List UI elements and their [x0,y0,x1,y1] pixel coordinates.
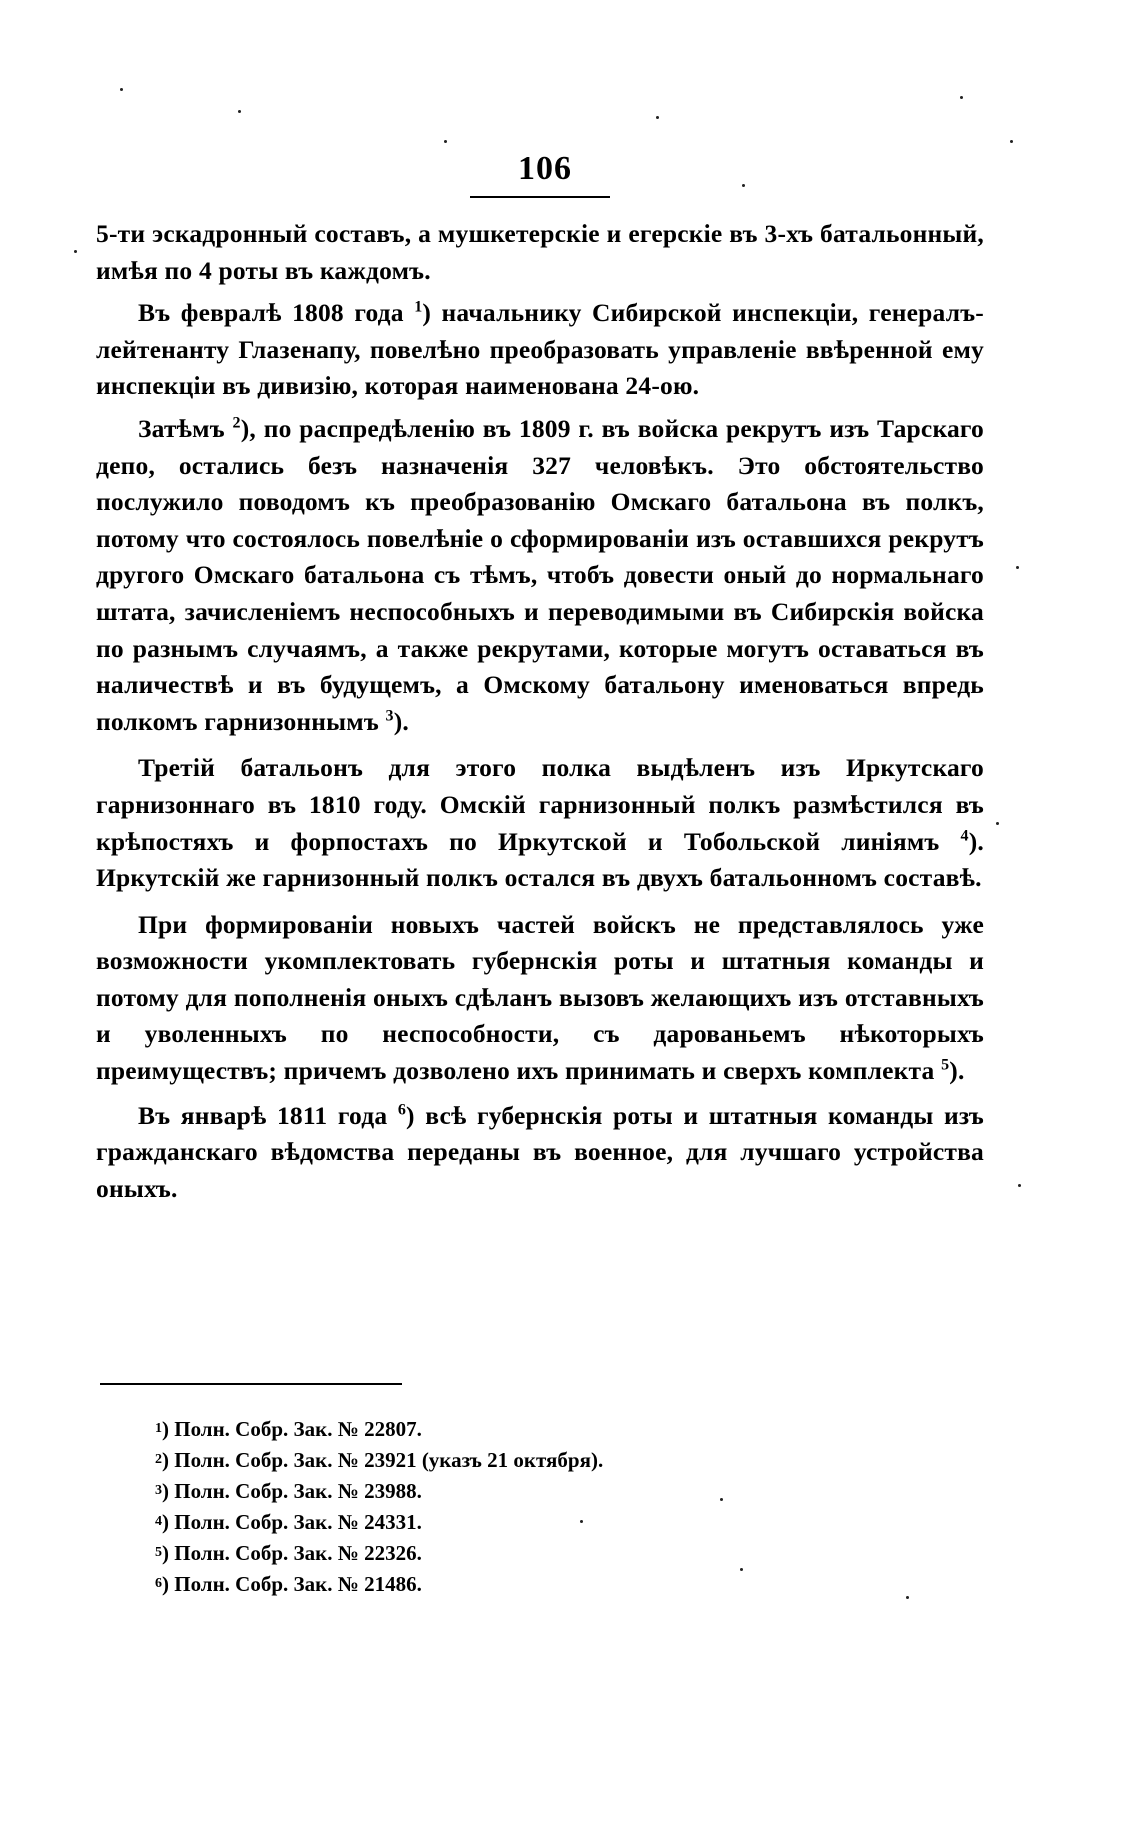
scan-speck [444,140,447,143]
scan-speck [74,250,77,253]
scan-speck [742,184,745,187]
footnotes [155,1414,855,1600]
scan-speck [720,1498,723,1501]
scan-speck [656,116,659,119]
paragraph-1: 5-ти эскадронный составъ, а мушкетерскіе и егерскіе въ 3-хъ батальонный, имѣя по 4 роты въ каждомъ. [96,219,984,285]
scan-speck [1018,1184,1021,1187]
footnote-ref: 3 [385,707,394,725]
scan-speck [1010,140,1013,143]
paragraph-6: Въ январѣ 1811 года $^6$) всѣ губернскія роты и штатныя команды изъ гражданскаго вѣдомства переданы въ военное, для лучшаго устройства оныхъ. [96,1100,984,1203]
scan-speck [960,96,963,99]
footnote-ref: 6 [397,1101,407,1119]
paragraph-4: Третій батальонъ для этого полка выдѣленъ изъ Иркутскаго гарнизоннаго въ 1810 году. Омскій гарнизонный полкъ размѣстился въ крѣпостяхъ и форпостахъ по Иркутской и Тобольской линіямъ $^4$). Иркутскій же гарнизонный полкъ остался въ двухъ батальонномъ составѣ. [96,753,984,893]
footnote-item: $^6$) Полн. Собр. Зак. № 21486. [155,1572,422,1596]
footnote-ref: 2 [232,414,241,432]
footnote-item: $^4$) Полн. Собр. Зак. № 24331. [155,1510,422,1534]
paragraph-2: Въ февралѣ 1808 года $^1$) начальнику Сибирской инспекціи, генералъ-лейтенанту Глазенапу, повелѣно преобразовать управленіе ввѣренной ему инспекціи въ дивизію, которая наименована 24-ою. [96,298,984,401]
scan-speck [120,88,123,91]
paragraph-3: Затѣмъ $^2$), по распредѣленію въ 1809 г. въ войска рекрутъ изъ Тарскаго депо, остались безъ назначенія 327 человѣкъ. Это обстоятельство послужило поводомъ къ преобразованію Омскаго батальона въ полкъ, потому что состоялось повелѣніе о сформированіи изъ оставшихся рекрутъ другого Омскаго батальона съ тѣмъ, чтобъ довести оный до нормальнаго штата, зачисленіемъ неспособныхъ и переводимыми въ Сибирскія войска по разнымъ случаямъ, а также рекрутами, которые могутъ оставаться въ наличествѣ и въ будущемъ, а Омскому батальону именоваться впредь полкомъ гарнизоннымъ $^3$). [96,413,984,736]
paragraph-5: При формированіи новыхъ частей войскъ не представлялось уже возможности укомплектовать губернскія роты и штатныя команды и потому для пополненія оныхъ сдѣланъ вызовъ желающихъ изъ отставныхъ и уволенныхъ по неспособности, съ дарованьемъ нѣкоторыхъ преимуществъ; причемъ дозволено ихъ принимать и сверхъ комплекта $^5$). [96,909,984,1086]
footnote-ref: 5 [941,1056,950,1074]
footnote-item: $^3$) Полн. Собр. Зак. № 23988. [155,1479,422,1503]
scan-speck [580,1520,583,1523]
body-text [96,216,984,1207]
scan-speck [740,1568,743,1571]
footnote-item: $^1$) Полн. Собр. Зак. № 22807. [155,1417,422,1441]
scan-speck [996,822,999,825]
footnote-item: $^2$) Полн. Собр. Зак. № 23921 (указъ 21 октября). [155,1448,604,1472]
page-number-rule [470,196,610,198]
scan-speck [1016,566,1019,569]
footnote-ref: 4 [960,827,969,844]
scan-speck [906,1596,909,1599]
footnote-ref: 1 [414,298,423,316]
footnote-item: $^5$) Полн. Собр. Зак. № 22326. [155,1541,422,1565]
scan-speck [238,110,241,113]
page-number: 106 [518,150,572,187]
footnote-divider [100,1383,402,1385]
